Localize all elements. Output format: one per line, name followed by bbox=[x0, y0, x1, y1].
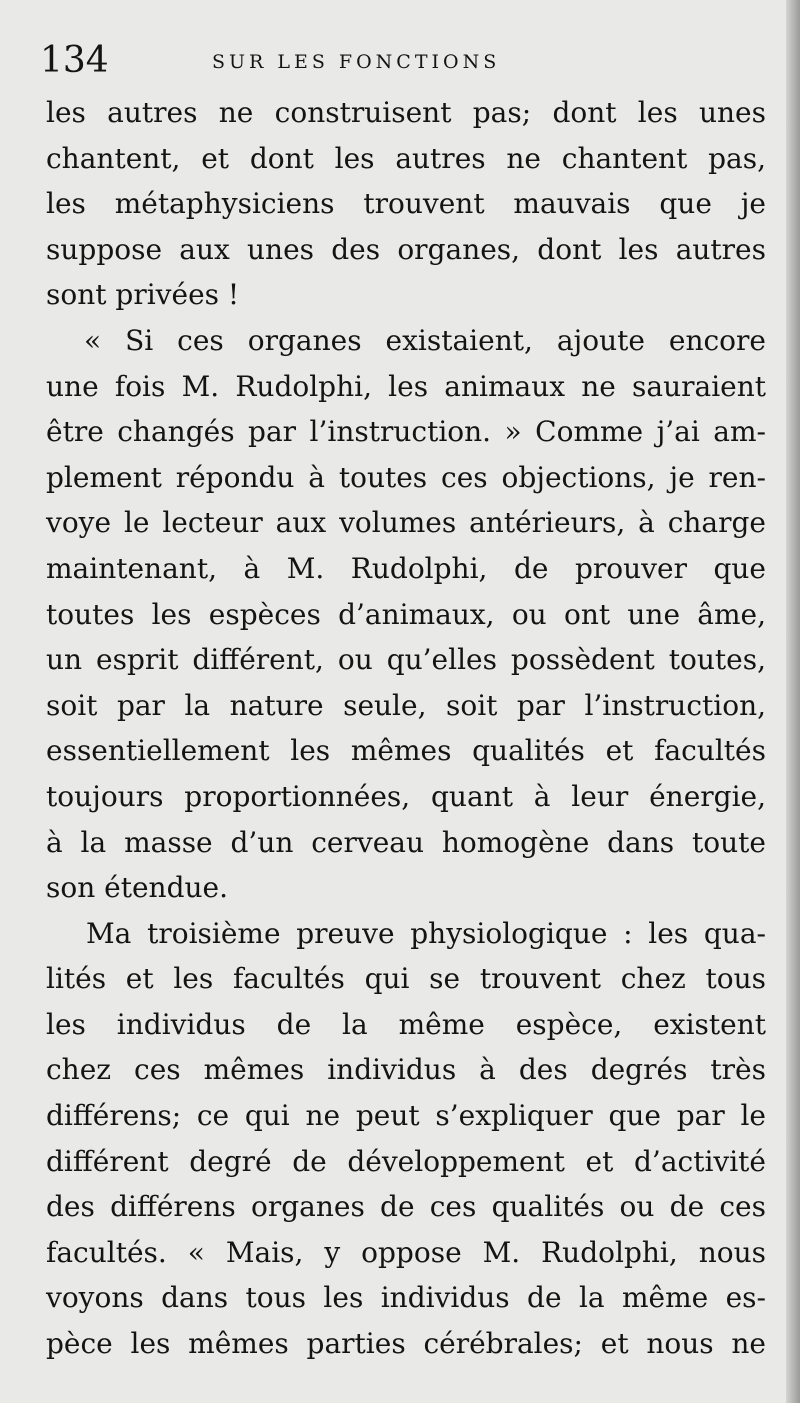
text-line: les métaphysiciens trouvent mauvais que je bbox=[46, 187, 766, 221]
text-line: des différens organes de ces qualités ou de ces bbox=[46, 1190, 766, 1224]
text-line: essentiellement les mêmes qualités et facultés bbox=[46, 734, 766, 768]
text-line: chez ces mêmes individus à des degrés très bbox=[46, 1053, 766, 1087]
text-line: « Si ces organes existaient, ajoute encore bbox=[84, 323, 766, 357]
text-line: être changés par l’instruction. » Comme j’ai am- bbox=[46, 415, 766, 449]
text-line: pèce les mêmes parties cérébrales; et nous ne bbox=[46, 1327, 766, 1361]
text-line: Ma troisième preuve physiologique : les qua- bbox=[86, 916, 766, 950]
text-line: voyons dans tous les individus de la même es- bbox=[46, 1281, 766, 1315]
body-text bbox=[46, 90, 766, 1367]
page-number: 134 bbox=[40, 40, 109, 81]
page-header bbox=[40, 36, 760, 86]
text-line: voye le lecteur aux volumes antérieurs, à charge bbox=[46, 506, 766, 540]
text-line: les autres ne construisent pas; dont les unes bbox=[46, 96, 766, 129]
text-line: sont privées ! bbox=[46, 278, 240, 312]
text-line: toujours proportionnées, quant à leur énergie, bbox=[46, 779, 766, 813]
text-line: chantent, et dont les autres ne chantent pas, bbox=[46, 141, 766, 175]
text-line: son étendue. bbox=[46, 871, 229, 905]
text-line: lités et les facultés qui se trouvent chez tous bbox=[46, 962, 766, 996]
text-line: les individus de la même espèce, existent bbox=[46, 1007, 766, 1041]
page-edge-shadow bbox=[786, 0, 800, 1403]
text-line: facultés. « Mais, y oppose M. Rudolphi, nous bbox=[46, 1235, 766, 1269]
text-line: une fois M. Rudolphi, les animaux ne sauraient bbox=[46, 369, 766, 403]
text-line: différens; ce qui ne peut s’expliquer que par le bbox=[46, 1099, 766, 1133]
text-line: suppose aux unes des organes, dont les autres bbox=[46, 232, 766, 266]
text-line: plement répondu à toutes ces objections, je ren- bbox=[46, 460, 766, 494]
text-line: maintenant, à M. Rudolphi, de prouver que bbox=[46, 551, 766, 585]
text-line: soit par la nature seule, soit par l’instruction, bbox=[46, 688, 766, 722]
text-line: un esprit différent, ou qu’elles possèdent toutes, bbox=[46, 643, 766, 677]
running-head: SUR LES FONCTIONS bbox=[212, 51, 501, 73]
text-line: toutes les espèces d’animaux, ou ont une âme, bbox=[46, 597, 766, 631]
text-line: à la masse d’un cerveau homogène dans toute bbox=[46, 825, 766, 859]
text-line: différent degré de développement et d’activité bbox=[46, 1144, 766, 1178]
